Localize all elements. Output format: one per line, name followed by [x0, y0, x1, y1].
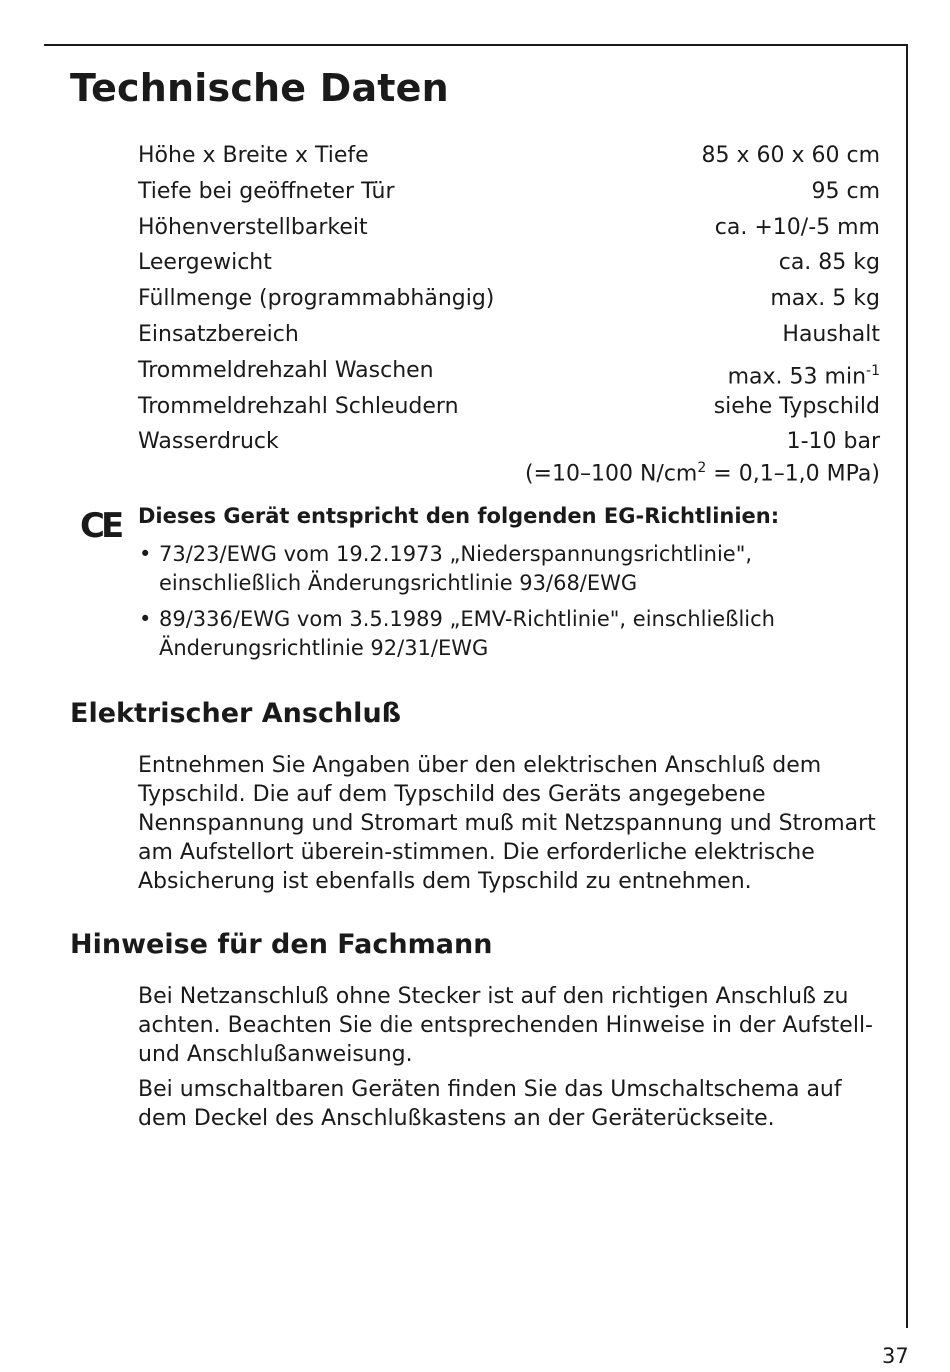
pressure-note-exponent: 2	[697, 460, 707, 477]
spec-table	[138, 140, 880, 489]
spec-value: siehe Typschild	[713, 393, 880, 419]
spec-value: Haushalt	[782, 321, 880, 347]
directive-line: Änderungsrichtlinie 92/31/EWG	[159, 636, 489, 660]
directive-list	[138, 540, 858, 670]
spec-row	[138, 319, 880, 355]
spec-value-with-exponent	[728, 355, 880, 391]
spec-label: Höhe x Breite x Tiefe	[138, 143, 369, 168]
bullet-icon: •	[139, 542, 152, 566]
page-title: Technische Daten	[70, 66, 449, 110]
spec-label: Leergewicht	[138, 250, 272, 276]
pressure-note-start: (=10–100 N/cm	[524, 461, 698, 487]
directive-line: 73/23/EWG vom 19.2.1973 „Niederspannungsrichtlinie",	[159, 542, 753, 566]
spec-label: Höhenverstellbarkeit	[138, 214, 368, 240]
spec-value: max. 53 min	[727, 364, 867, 390]
pressure-note-end: = 0,1–1,0 MPa)	[706, 461, 880, 487]
list-item	[138, 605, 858, 663]
bullet-icon: •	[139, 607, 152, 631]
spec-label: Füllmenge (programmabhängig)	[138, 286, 495, 312]
right-rule	[906, 44, 908, 1328]
section-heading-hints: Hinweise für den Fachmann	[70, 929, 493, 960]
spec-value: 95 cm	[811, 178, 880, 204]
top-rule	[44, 44, 908, 46]
electrical-text: Entnehmen Sie Angaben über den elektrischen Anschluß dem Typschild. Die auf dem Typschild des Geräts angegebene Nennspannung und Stromart muß mit Netzspannung und Stromart am Aufstellort überein-stimmen. Die erforderliche elektrische Absicherung ist ebenfalls dem Typschild zu entnehmen.	[138, 753, 876, 894]
spec-exponent: -1	[866, 362, 880, 379]
spec-row	[138, 355, 880, 391]
spec-value: max. 5 kg	[770, 286, 880, 312]
hints-text-2: Bei umschaltbaren Geräten finden Sie das Umschaltschema auf dem Deckel des Anschlußkastens an der Geräterückseite.	[138, 1077, 842, 1131]
spec-row	[138, 391, 880, 427]
spec-value: ca. 85 kg	[778, 250, 880, 276]
spec-row	[138, 212, 880, 248]
spec-row	[138, 247, 880, 283]
spec-value: 1-10 bar	[786, 429, 880, 455]
ce-mark-icon: CE	[80, 506, 121, 546]
spec-row	[138, 140, 880, 176]
ce-title: Dieses Gerät entspricht den folgenden EG-Richtlinien:	[138, 504, 780, 528]
spec-label: Wasserdruck	[138, 429, 279, 455]
spec-row	[138, 283, 880, 319]
spec-label: Einsatzbereich	[138, 321, 299, 347]
directive-line: 89/336/EWG vom 3.5.1989 „EMV-Richtlinie", einschließlich	[159, 607, 775, 631]
spec-label: Trommeldrehzahl Schleudern	[138, 393, 459, 419]
hints-text-1: Bei Netzanschluß ohne Stecker ist auf den richtigen Anschluß zu achten. Beachten Sie die entsprechenden Hinweise in der Aufstell- und Anschlußanweisung.	[138, 984, 873, 1067]
spec-label: Trommeldrehzahl Waschen	[138, 357, 434, 383]
spec-value: ca. +10/-5 mm	[714, 214, 880, 240]
spec-label: Tiefe bei geöffneter Tür	[138, 178, 395, 204]
spec-value: 85 x 60 x 60 cm	[701, 143, 880, 168]
section-heading-electrical: Elektrischer Anschluß	[70, 698, 402, 729]
page-number: 37	[882, 1344, 909, 1368]
directive-line: einschließlich Änderungsrichtlinie 93/68/EWG	[159, 571, 638, 595]
spec-row	[138, 176, 880, 212]
list-item	[138, 540, 858, 598]
